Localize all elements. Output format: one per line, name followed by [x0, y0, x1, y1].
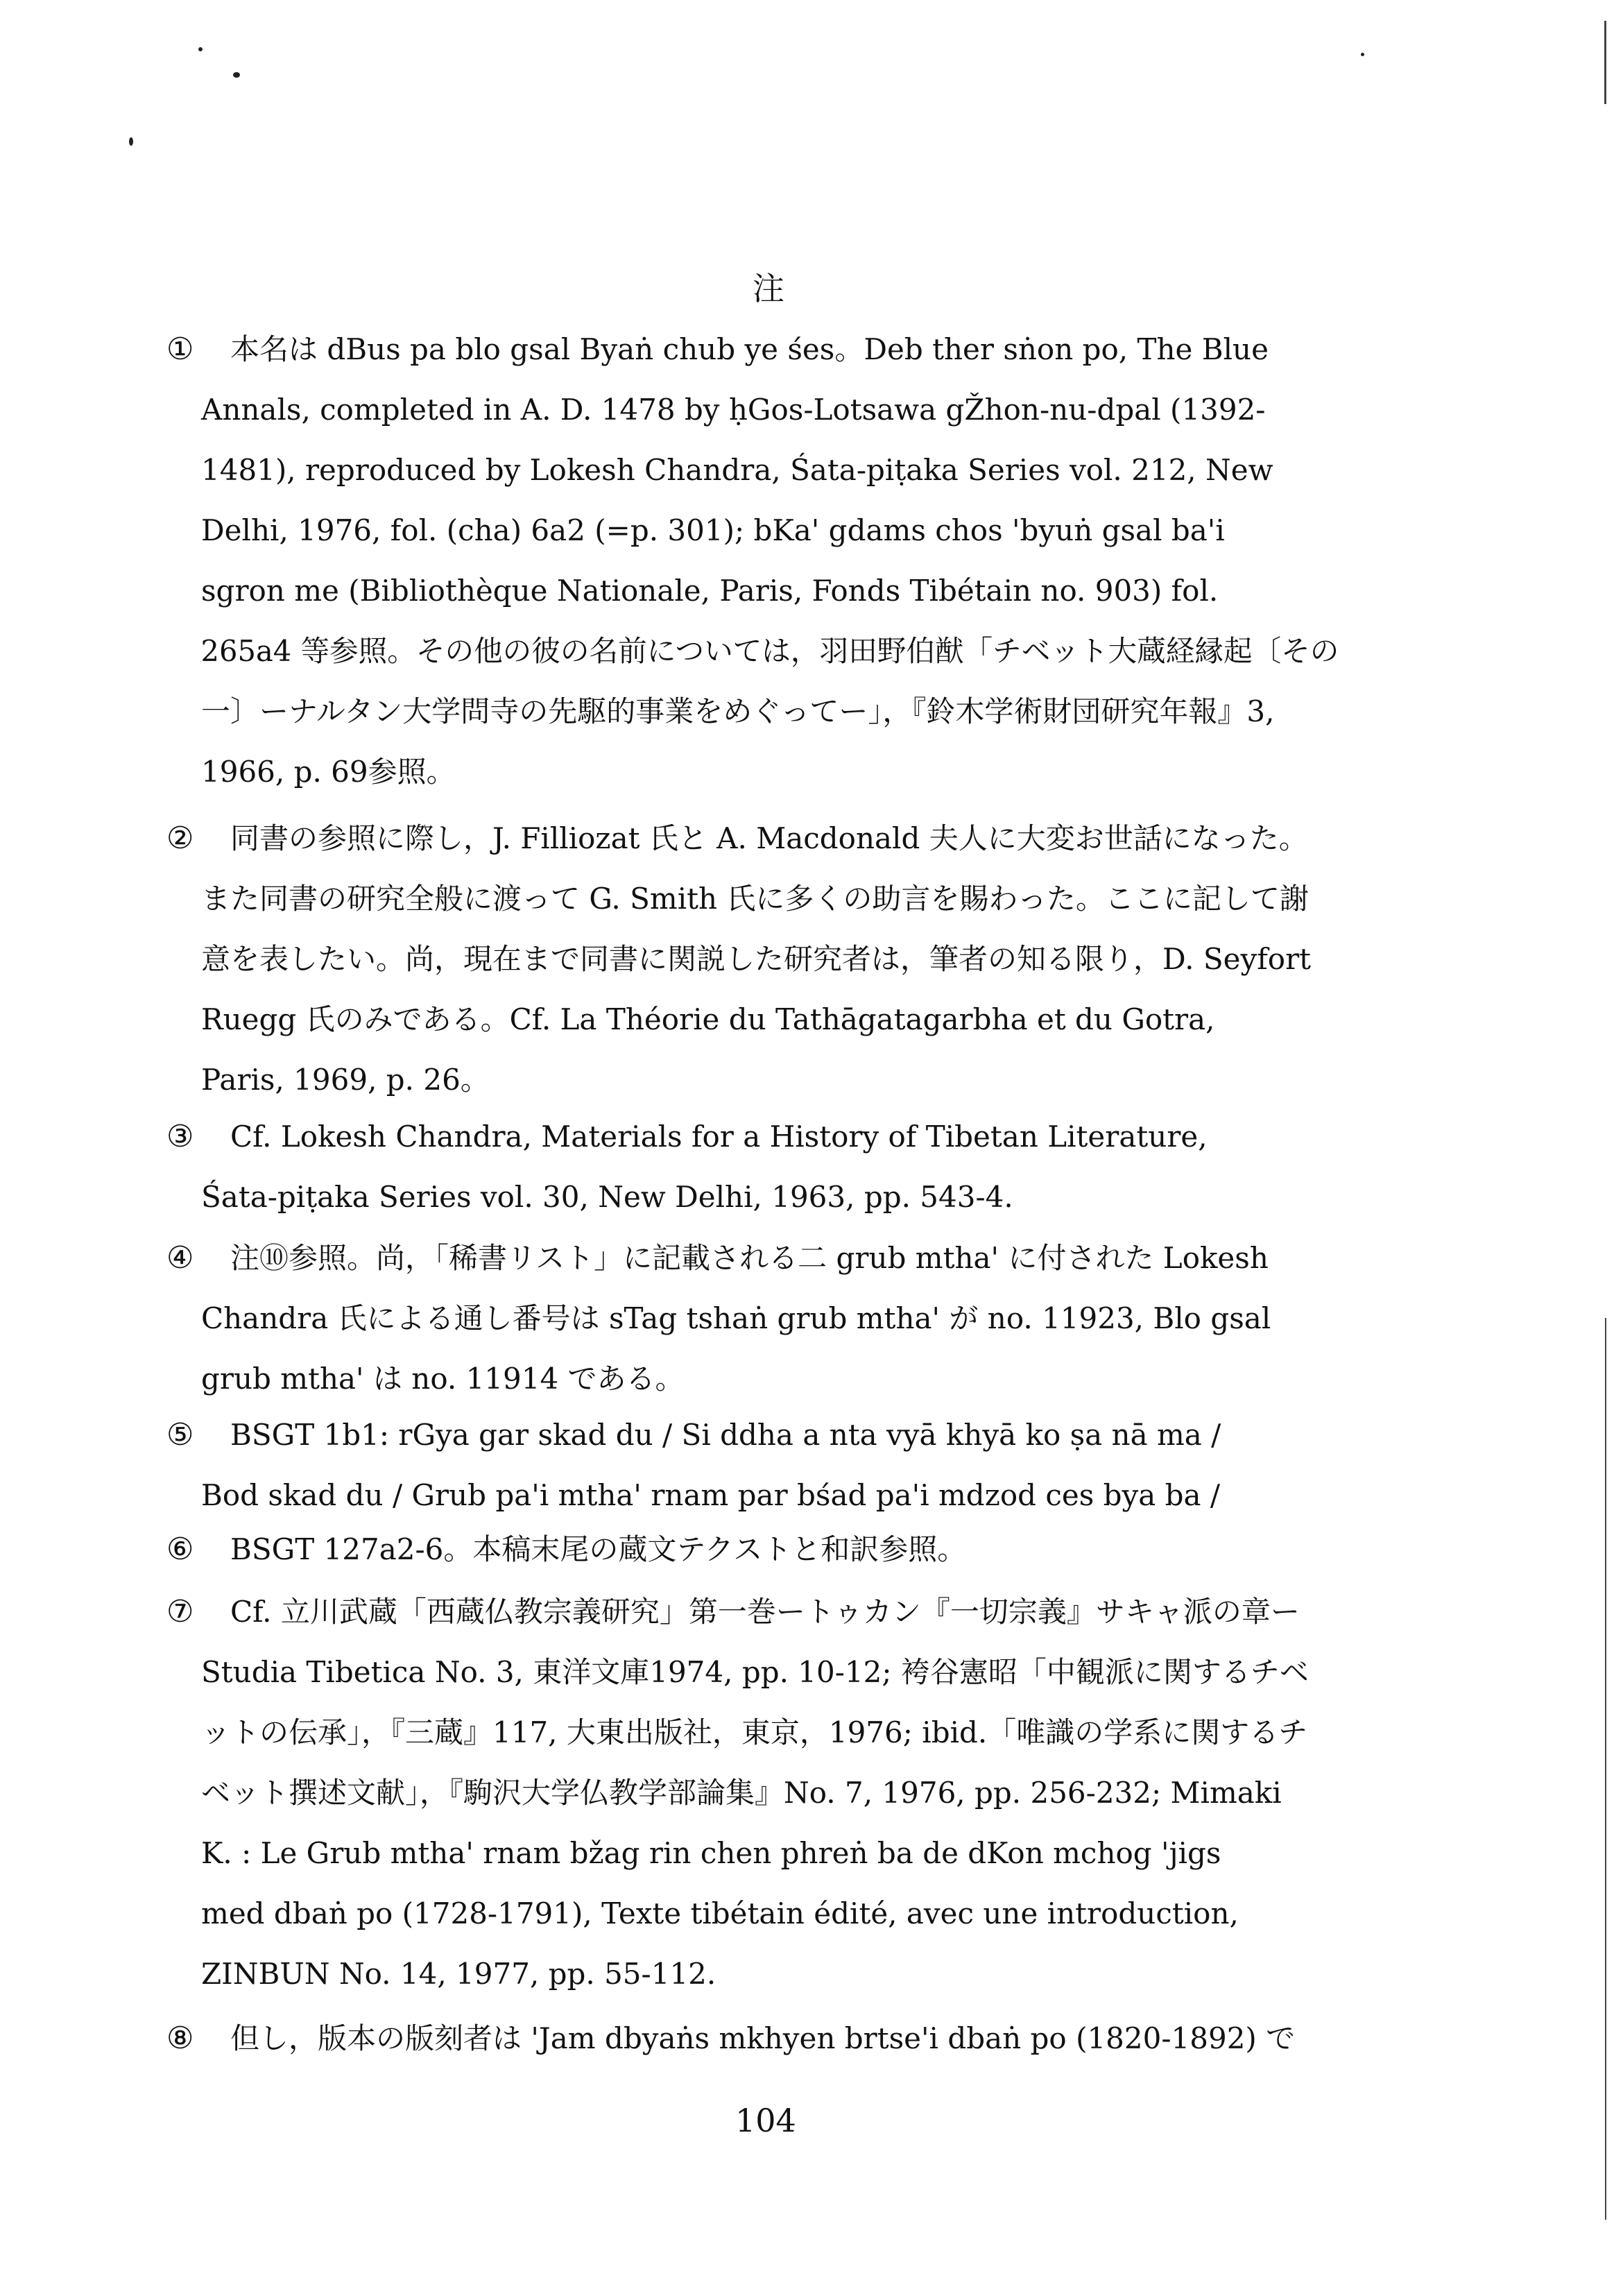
note-line: 1966, p. 69参照。	[201, 755, 456, 789]
note-marker: ⑦	[166, 1594, 194, 1629]
note-line: K. : Le Grub mtha' rnam bžag rin chen phreṅ ba de dKon mchog 'jigs	[201, 1836, 1221, 1870]
note-line: 一〕ーナルタン大学問寺の先駆的事業をめぐってー」，『鈴木学術財団研究年報』3,	[201, 694, 1275, 728]
note-4	[166, 1228, 1373, 1409]
note-marker: ④	[166, 1240, 194, 1276]
note-8	[166, 2008, 1373, 2068]
scan-speck	[1361, 53, 1364, 56]
note-marker: ⑧	[166, 2021, 194, 2056]
note-marker: ①	[166, 332, 194, 367]
scan-speck	[233, 72, 240, 78]
note-line: Studia Tibetica No. 3, 東洋文庫1974, pp. 10-12; 袴谷憲昭「中観派に関するチベ	[201, 1655, 1309, 1689]
note-marker: ③	[166, 1119, 194, 1154]
note-line: また同書の研究全般に渡って G. Smith 氏に多くの助言を賜わった。ここに記して謝	[201, 882, 1309, 916]
note-line: Chandra 氏による通し番号は sTag tshaṅ grub mtha' が no. 11923, Blo gsal	[201, 1301, 1271, 1335]
note-line: 但し，版本の版刻者は 'Jam dbyaṅs mkhyen brtse'i dbaṅ po (1820-1892) で	[230, 2021, 1296, 2055]
note-line: Annals, completed in A. D. 1478 by ḥGos-Lotsawa gŽhon-nu-dpal (1392-	[201, 393, 1266, 427]
note-line: BSGT 127a2-6。本稿末尾の蔵文テクストと和訳参照。	[230, 1532, 967, 1566]
note-marker: ⑥	[166, 1532, 194, 1567]
note-line: 1481), reproduced by Lokesh Chandra, Śata-piṭaka Series vol. 212, New	[201, 453, 1273, 487]
note-line: ットの伝承」，『三蔵』117, 大東出版社，東京，1976; ibid.「唯識の学系に関するチ	[201, 1715, 1308, 1749]
note-2	[166, 808, 1373, 1110]
note-line: 同書の参照に際し，J. Filliozat 氏と A. Macdonald 夫人に大変お世話になった。	[230, 821, 1308, 855]
note-marker: ⑤	[166, 1417, 194, 1453]
note-line: sgron me (Bibliothèque Nationale, Paris, Fonds Tibétain no. 903) fol.	[201, 574, 1219, 608]
scan-speck	[129, 137, 133, 146]
note-line: 意を表したい。尚，現在まで同書に関説した研究者は，筆者の知る限り，D. Seyfort	[201, 942, 1312, 976]
note-1	[166, 319, 1373, 802]
note-line: Delhi, 1976, fol. (cha) 6a2 (=p. 301); bKa' gdams chos 'byuṅ gsal ba'i	[201, 513, 1225, 547]
note-line: 265a4 等参照。その他の彼の名前については，羽田野伯猷「チベット大蔵経縁起〔その	[200, 634, 1339, 668]
note-5	[166, 1405, 1373, 1525]
note-line: ベット撰述文献」，『駒沢大学仏教学部論集』No. 7, 1976, pp. 256-232; Mimaki	[201, 1776, 1282, 1810]
note-line: ZINBUN No. 14, 1977, pp. 55-112.	[201, 1957, 716, 1991]
note-3	[166, 1106, 1373, 1227]
page-number: 104	[735, 2102, 796, 2139]
note-line: Paris, 1969, p. 26。	[201, 1063, 490, 1097]
scan-edge-line	[1605, 1318, 1606, 2220]
note-line: Ruegg 氏のみである。Cf. La Théorie du Tathāgatagarbha et du Gotra,	[201, 1002, 1215, 1036]
note-line: Cf. 立川武蔵「西蔵仏教宗義研究」第一巻ートゥカン『一切宗義』サキャ派の章ー	[230, 1595, 1300, 1629]
note-line: Śata-piṭaka Series vol. 30, New Delhi, 1963, pp. 543-4.	[201, 1180, 1013, 1214]
note-line: med dbaṅ po (1728-1791), Texte tibétain édité, avec une introduction,	[201, 1896, 1239, 1930]
note-6	[166, 1519, 1373, 1579]
scan-edge-line	[1604, 21, 1606, 104]
note-line: grub mtha' は no. 11914 である。	[201, 1362, 685, 1396]
notes-heading: 注	[753, 270, 786, 307]
note-line: 注⑩参照。尚，「稀書リスト」に記載される二 grub mtha' に付された Lokesh	[230, 1241, 1269, 1275]
note-line: 本名は dBus pa blo gsal Byaṅ chub ye śes。Deb ther sṅon po, The Blue	[230, 332, 1269, 366]
note-line: Bod skad du / Grub pa'i mtha' rnam par bśad pa'i mdzod ces bya ba /	[201, 1478, 1221, 1512]
note-line: BSGT 1b1: rGya gar skad du / Si ddha a nta vyā khyā ko ṣa nā ma /	[230, 1418, 1221, 1452]
note-7	[166, 1582, 1373, 2004]
scan-speck	[198, 47, 203, 51]
note-marker: ②	[166, 821, 194, 856]
note-line: Cf. Lokesh Chandra, Materials for a History of Tibetan Literature,	[230, 1120, 1208, 1154]
